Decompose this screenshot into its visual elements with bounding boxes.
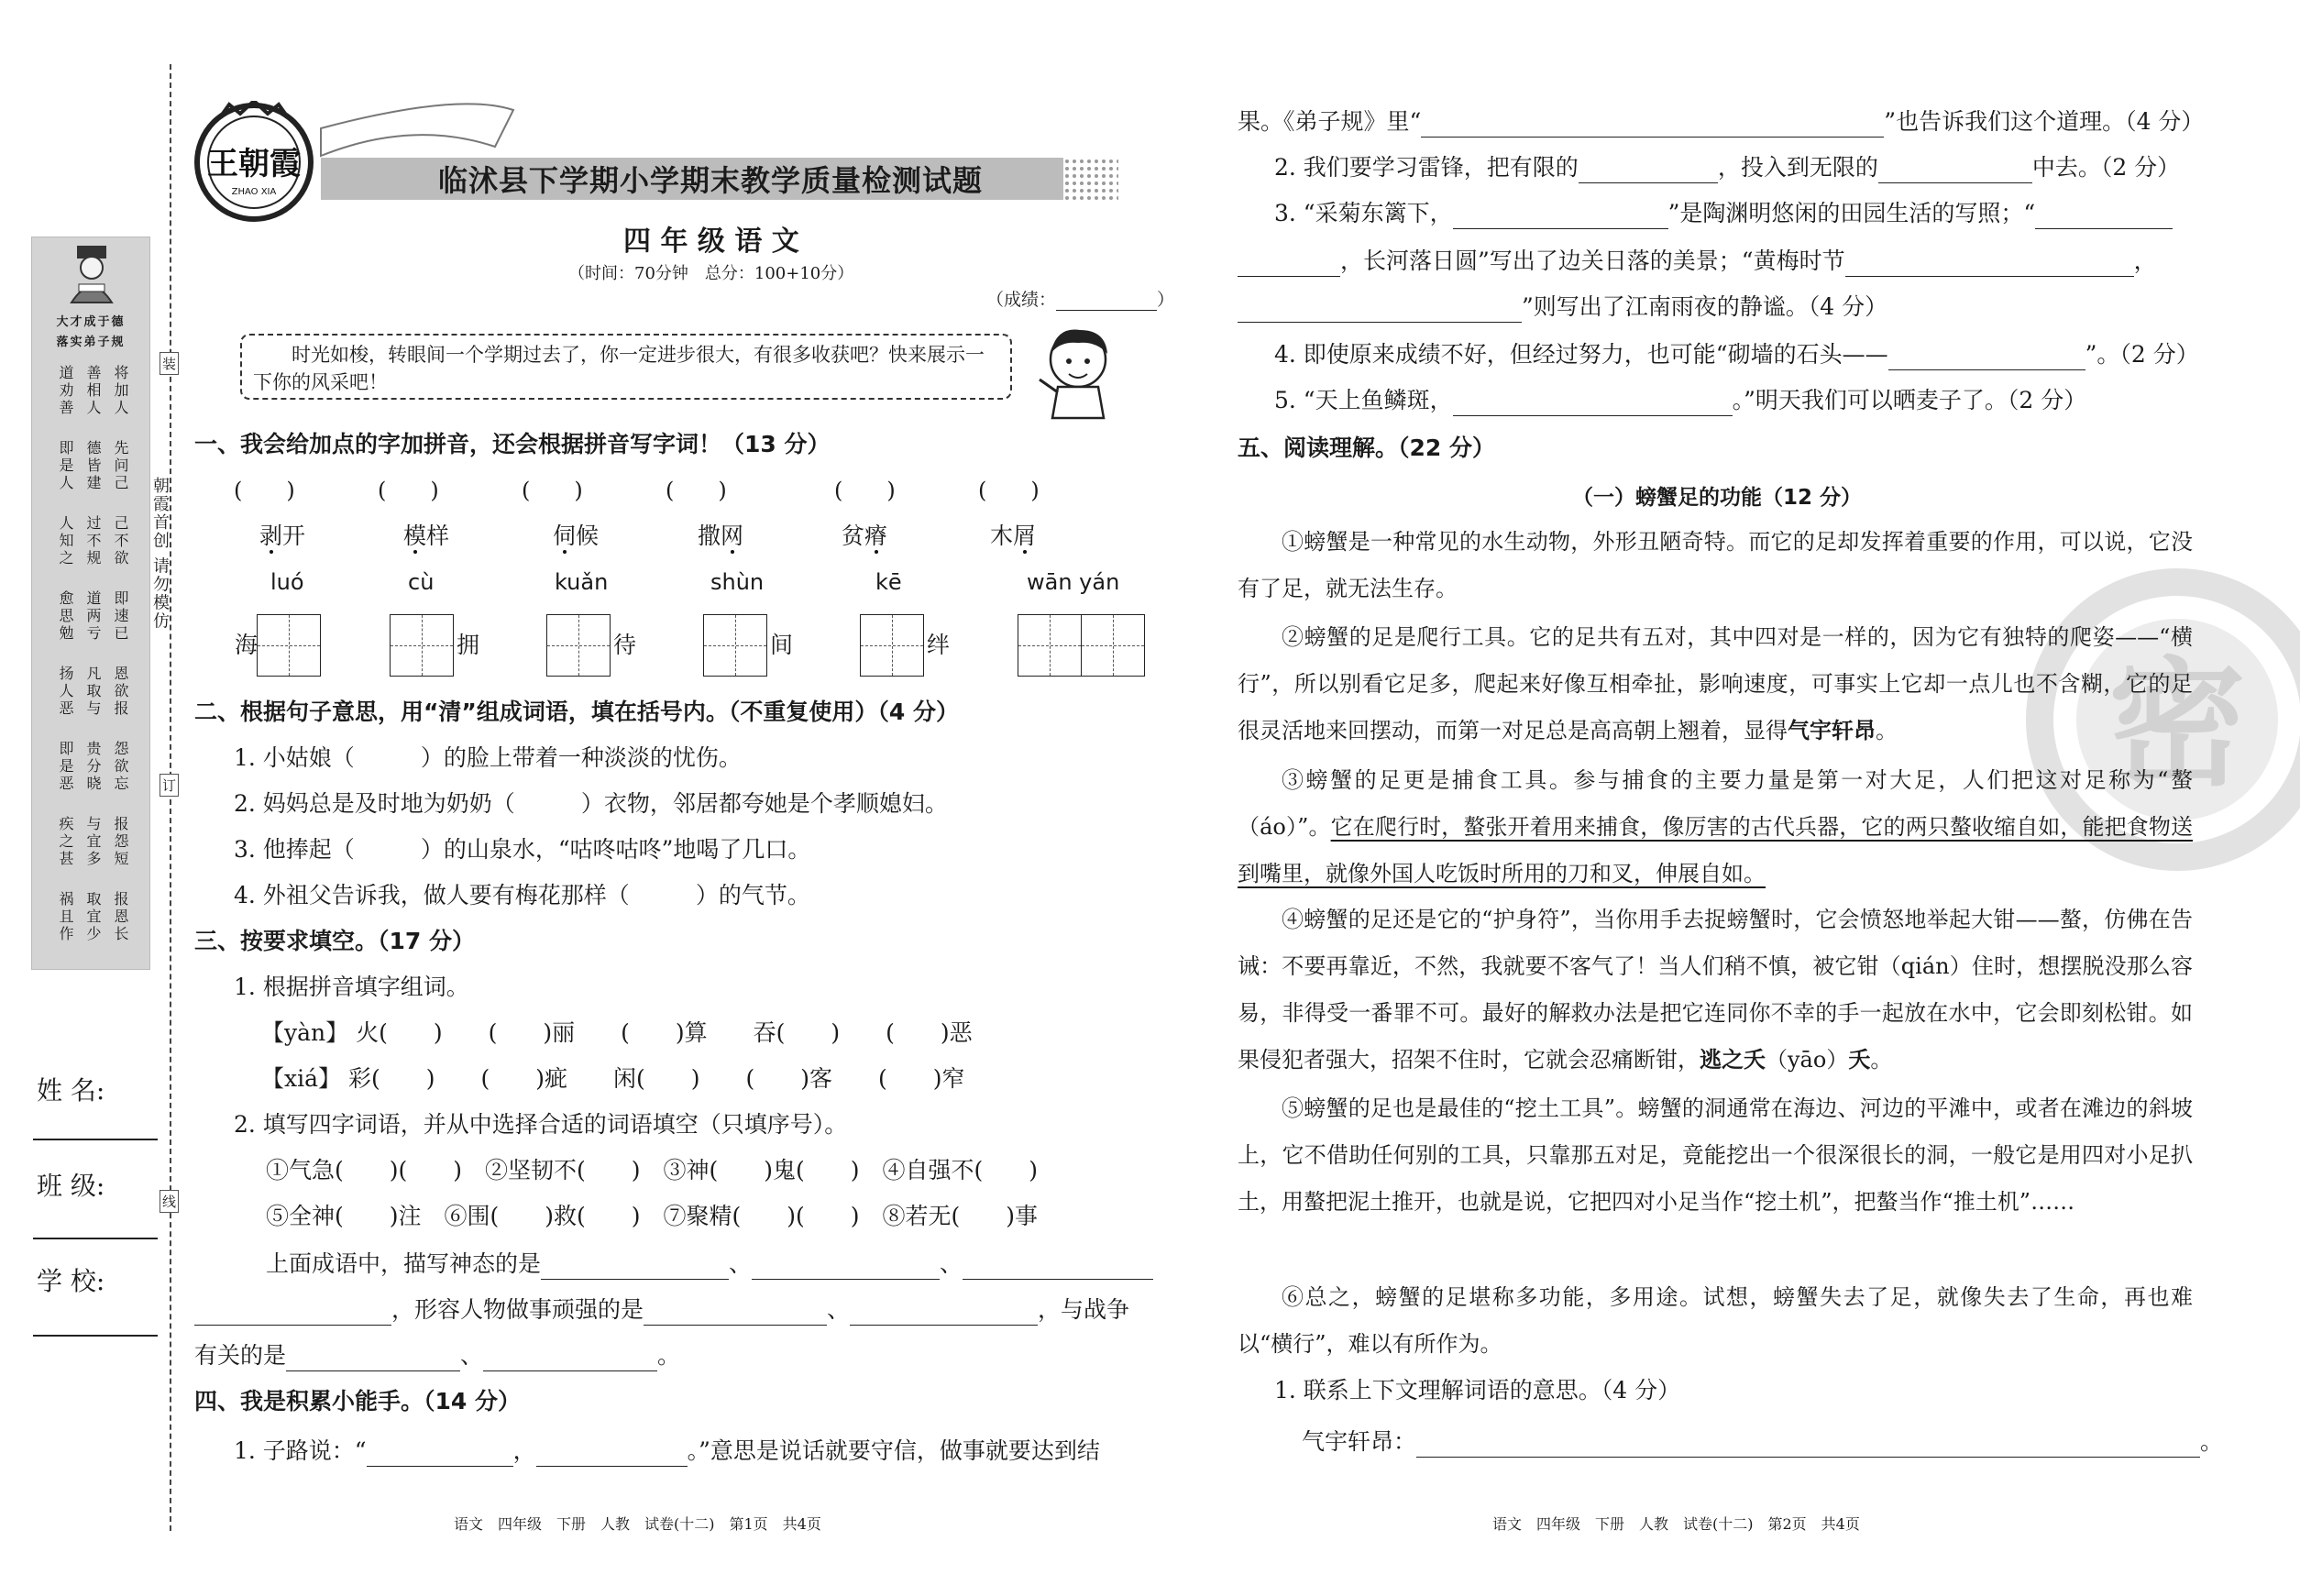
r-line-2 — [1274, 152, 2180, 183]
answer-blank[interactable] — [367, 1443, 513, 1467]
side-quotes — [51, 365, 136, 952]
quote-line: 报怨短 与宜多 疾之甚 — [57, 816, 129, 868]
s3-fill-1 — [266, 1249, 1153, 1280]
answer-blank[interactable] — [536, 1443, 688, 1467]
r-text: ， — [2133, 248, 2157, 274]
svg-text:ZHAO XIA: ZHAO XIA — [231, 187, 277, 197]
pinyin-item: kuǎn — [555, 569, 609, 595]
pinyin-paren[interactable]: ( ) — [834, 478, 896, 503]
s2-text: ）的气节。 — [695, 882, 810, 908]
r-text: 。 — [2200, 1428, 2224, 1455]
paragraph-1: ①螃蟹是一种常见的水生动物，外形丑陋奇特。而它的足却发挥着重要的作用，可以说，它没有了足，就无法生存。 — [1238, 529, 2193, 601]
keyword-yao: 夭 — [1848, 1047, 1871, 1073]
answer-blank[interactable] — [644, 1302, 827, 1326]
word-first: 贫 — [842, 523, 865, 549]
dotted-char: 模 — [403, 523, 427, 549]
intro-box — [240, 334, 1012, 400]
word-first: 木 — [990, 523, 1014, 549]
answer-blank[interactable] — [286, 1348, 460, 1371]
underlined-sentence: 它在爬行时，螯张开着用来捕食，像厉害的古代兵器，它的两只螯收缩自如，能把食物送到嘴里，就像外国人吃饭时所用的刀和叉，伸展自如。 — [1238, 814, 2193, 886]
s4-item-1 — [234, 1436, 1100, 1467]
r-text: 2. 我们要学习雷锋，把有限的 — [1274, 154, 1579, 181]
dotted-char: 屑 — [1013, 523, 1037, 549]
r-text: 3. “采菊东篱下， — [1274, 200, 1453, 226]
s2-item — [234, 788, 948, 820]
s3-sep: 、 — [460, 1342, 484, 1369]
r-text: 。”明天我们可以晒麦子了。（2 分） — [1732, 387, 2087, 413]
dotted-char: 伺 — [553, 523, 577, 549]
quote-line: 怨欲忘 贵分晓 即是恶 — [57, 741, 129, 793]
s2-text: ）的山泉水，“咕咚咕咚”地喝了几口。 — [420, 836, 811, 863]
s2-text: ）衣物，邻居都夸她是个孝顺媳妇。 — [580, 790, 948, 817]
s2-text: 4. 外祖父告诉我，做人要有梅花那样（ — [234, 882, 630, 908]
side-motto-1: 大才成于德 — [56, 315, 126, 329]
idioms-row-2: ⑤全神( )注 ⑥围( )救( ) ⑦聚精( )( ) ⑧若无( )事 — [266, 1203, 1039, 1229]
word-rest: 样 — [426, 523, 450, 549]
dotted-char: 网 — [721, 523, 744, 549]
s3-text: 上面成语中，描写神态的是 — [266, 1250, 542, 1277]
pinyin-item: kē — [875, 569, 902, 595]
r-question-1: 1. 联系上下文理解词语的意思。（4 分） — [1274, 1377, 1681, 1403]
answer-blank[interactable] — [483, 1348, 657, 1371]
word-item — [990, 521, 1036, 552]
r-line-6 — [1274, 339, 2199, 370]
binding-line — [170, 64, 171, 1531]
s3-fill-2 — [194, 1294, 1129, 1326]
r-line-5 — [1238, 292, 1887, 323]
binding-note: 朝霞首创 请勿模仿 — [150, 477, 170, 631]
pinyin-item: cù — [408, 569, 435, 595]
r-line-3 — [1274, 198, 2173, 229]
r-line-4 — [1238, 246, 2157, 277]
writing-box[interactable] — [1081, 614, 1145, 677]
box-suffix: 绊 — [927, 632, 951, 658]
answer-blank[interactable] — [752, 1256, 940, 1280]
s3-text: ，与战争 — [1038, 1296, 1130, 1323]
answer-blank[interactable] — [1845, 253, 2134, 277]
name-field[interactable] — [33, 1139, 158, 1140]
s3-end: 。 — [657, 1342, 681, 1369]
class-field[interactable] — [33, 1238, 158, 1239]
brand-seal — [193, 101, 315, 224]
answer-blank[interactable] — [1579, 160, 1718, 183]
quote-line: 己不欲 过不规 人知之 — [57, 515, 129, 567]
keyword-qiyuxuanang: 气宇轩昂 — [1788, 718, 1876, 743]
pinyin-paren[interactable]: ( ) — [666, 478, 727, 503]
pinyin-paren[interactable]: ( ) — [234, 478, 295, 503]
exam-title: 临沭县下学期小学期末教学质量检测试题 — [438, 163, 984, 198]
paragraph-2 — [1238, 614, 2193, 754]
s3-sep: 、 — [729, 1250, 753, 1277]
p2-text: ②螃蟹的足是爬行工具。它的足共有五对，其中四对是一样的，因为它有独特的爬姿——“横行”，所以别看它足多，爬起来好像互相牵扯，影响速度，可事实上它却一点儿也不含糊，它的足很灵活地来回摆动，而第一对足总是高高朝上翘着，显得 — [1238, 624, 2193, 743]
s2-text: 2. 妈妈总是及时地为奶奶（ — [234, 790, 515, 817]
quote-line: 恩欲报 凡取与 扬人恶 — [57, 666, 129, 718]
dotted-char: 瘠 — [864, 523, 888, 549]
pinyin-item: luó — [270, 569, 304, 595]
answer-blank[interactable] — [1238, 299, 1522, 323]
section-3-heading: 三、按要求填空。（17 分） — [194, 928, 475, 954]
s3-sep: 、 — [827, 1296, 851, 1323]
s2-text: ）的脸上带着一种淡淡的忧伤。 — [420, 744, 742, 771]
quote-line: 报恩长 取宜少 祸且作 — [57, 891, 129, 943]
writing-box[interactable] — [390, 614, 454, 677]
s3-fill-3 — [194, 1340, 680, 1371]
subject-title: 四 年 级 语 文 — [623, 226, 799, 258]
writing-box[interactable] — [546, 614, 611, 677]
idioms-row-1: ①气急( )( ) ②坚韧不( ) ③神( )鬼( ) ④自强不( ) — [266, 1157, 1039, 1183]
word-item — [698, 521, 743, 552]
svg-text:王朝霞: 王朝霞 — [207, 146, 301, 182]
r-text: ”是陶渊明悠闲的田园生活的写照；“ — [1667, 200, 2036, 226]
binding-mark-3: 线 — [160, 1190, 179, 1213]
yan-row: 【yàn】 火( ) ( )丽 ( )算 吞( ) ( )恶 — [261, 1019, 973, 1046]
p4-text: ④螃蟹的足还是它的“护身符”，当你用手去捉螃蟹时，它会愤怒地举起大钳——螯，仿佛在告诫：不要再靠近，不然，我就要不客气了！当人们稍不慎，被它钳（qián）住时，想摆脱没那么容易，非得受一番罪不可。最好的解救办法是把它连同你不幸的手一起放在水中，它会即刻松钳。如果侵犯者强大，招架不住时，它就会忍痛断钳， — [1238, 907, 2193, 1073]
name-label: 姓 名: — [37, 1075, 105, 1106]
writing-box[interactable] — [860, 614, 924, 677]
r-text: 中去。（2 分） — [2031, 154, 2181, 181]
box-prefix: 海 — [235, 632, 259, 658]
pinyin-paren[interactable]: ( ) — [378, 478, 439, 503]
word-item — [553, 521, 599, 552]
word-item — [259, 521, 305, 552]
r-text: 气宇轩昂： — [1302, 1428, 1417, 1455]
footer-right: 语文 四年级 下册 人教 试卷(十二) 第2页 共4页 — [1492, 1515, 1860, 1533]
binding-mark-2: 订 — [160, 774, 179, 797]
r-text: ，投入到无限的 — [1717, 154, 1878, 181]
r-text: 5. “天上鱼鳞斑， — [1274, 387, 1453, 413]
r-text: ，长河落日圆”写出了边关日落的美景；“黄梅时节 — [1340, 248, 1845, 274]
writing-box[interactable] — [703, 614, 767, 677]
r-text: 果。《弟子规》里“ — [1238, 108, 1422, 135]
answer-blank[interactable] — [1453, 392, 1733, 416]
pinyin-paren[interactable]: ( ) — [978, 478, 1040, 503]
pinyin-item: wān yán — [1027, 569, 1120, 595]
answer-blank[interactable] — [194, 1302, 391, 1326]
class-label: 班 级: — [37, 1171, 105, 1201]
writing-box[interactable] — [1018, 614, 1082, 677]
section-1-heading: 一、我会给加点的字加拼音，还会根据拼音写字词！（13 分） — [194, 431, 831, 457]
school-label: 学 校: — [37, 1266, 105, 1296]
pinyin-paren[interactable]: ( ) — [522, 478, 583, 503]
quote-line: 即速已 道两亏 愈思勉 — [57, 590, 129, 643]
p4-text: 。 — [1870, 1047, 1893, 1073]
cartoon-boy — [1032, 323, 1124, 420]
keyword-taozhiyaoyao: 逃之夭 — [1700, 1047, 1766, 1073]
exam-meta: （时间：70分钟 总分：100+10分） — [568, 264, 854, 283]
answer-blank[interactable] — [963, 1256, 1153, 1280]
answer-blank[interactable] — [850, 1302, 1038, 1326]
scholar-figure — [59, 244, 125, 304]
r-text: ”。（2 分） — [2085, 341, 2199, 368]
quote-line: 先问己 德皆建 即是人 — [57, 440, 129, 492]
paragraph-5: ⑤螃蟹的足也是最佳的“挖土工具”。螃蟹的洞通常在海边、河边的平滩中，或者在滩边的斜坡上，它不借助任何别的工具，只靠那五对足，竟能挖出一个很深很长的洞，一般它是用四对小足扒土，用螯把泥土推开，也就是说，它把四对小足当作“挖土机”，把螯当作“推土机”…… — [1238, 1095, 2193, 1215]
s3-text: 有关的是 — [194, 1342, 287, 1369]
answer-blank[interactable] — [1888, 347, 2085, 370]
s4-text: 1. 子路说：“ — [234, 1437, 367, 1464]
quote-line: 将加人 善相人 道劝善 — [57, 365, 129, 417]
s2-text: 1. 小姑娘（ — [234, 744, 355, 771]
school-field[interactable] — [33, 1335, 158, 1337]
p3-text: ③螃蟹的足更是捕食工具。参与捕食的主要力量是第一对大足，人们把这对足称为“螯（áo）”。 — [1238, 767, 2193, 840]
footer-left: 语文 四年级 下册 人教 试卷(十二) 第1页 共4页 — [454, 1515, 821, 1533]
s2-item — [234, 743, 742, 774]
answer-blank[interactable] — [1453, 205, 1668, 229]
r-text: ”也告诉我们这个道理。（4 分） — [1884, 108, 2205, 135]
paragraph-6: ⑥总之，螃蟹的足堪称多功能，多用途。试想，螃蟹失去了足，就像失去了生命，再也难以“横行”，难以有所作为。 — [1238, 1284, 2193, 1357]
writing-box[interactable] — [257, 614, 321, 677]
word-rest: 开 — [282, 523, 306, 549]
answer-blank[interactable] — [1421, 114, 1884, 138]
s3-sub-1: 1. 根据拼音填字组词。 — [234, 974, 469, 1000]
word-item — [403, 521, 449, 552]
article-title: （一）螃蟹足的功能（12 分） — [1572, 486, 1863, 510]
s2-item — [234, 834, 810, 865]
word-item — [842, 521, 887, 552]
box-suffix: 待 — [613, 632, 637, 658]
intro-text: 时光如梭，转眼间一个学期过去了，你一定进步很大，有很多收获吧？快来展示一下你的风采吧！ — [253, 344, 985, 393]
word-first: 撒 — [698, 523, 721, 549]
s3-text: ，形容人物做事顽强的是 — [391, 1296, 644, 1323]
answer-blank[interactable] — [2035, 205, 2173, 229]
s4-text: 。”意思是说话就要守信，做事就要达到结 — [687, 1437, 1100, 1464]
r-question-1-answer — [1302, 1426, 2223, 1458]
side-motto-2: 落实弟子规 — [56, 336, 126, 349]
xia-row: 【xiá】 彩( ) ( )疵 闲( ) ( )客 ( )窄 — [261, 1065, 965, 1092]
section-5-heading: 五、阅读理解。（22 分） — [1238, 435, 1495, 461]
score-field[interactable] — [986, 286, 1174, 311]
r-text: ”则写出了江南雨夜的静谧。（4 分） — [1522, 293, 1888, 320]
section-4-heading: 四、我是积累小能手。（14 分） — [194, 1388, 521, 1414]
answer-blank[interactable] — [1416, 1434, 2200, 1458]
s4-text: ， — [512, 1437, 536, 1464]
s2-text: 3. 他捧起（ — [234, 836, 355, 863]
section-2-heading: 二、根据句子意思，用“清”组成词语，填在括号内。（不重复使用）（4 分） — [194, 699, 959, 725]
pinyin-item: shùn — [710, 569, 765, 595]
word-rest: 候 — [576, 523, 600, 549]
s3-sub-2: 2. 填写四字词语，并从中选择合适的词语填空（只填序号）。 — [234, 1111, 848, 1138]
watermark-text: 密 — [2108, 644, 2247, 805]
box-suffix: 间 — [770, 632, 794, 658]
score-end: ） — [1157, 290, 1175, 310]
score-label: （成绩： — [986, 290, 1057, 310]
paragraph-4 — [1238, 897, 2193, 1084]
s2-item — [234, 880, 810, 911]
dotted-char: 剥 — [259, 523, 283, 549]
binding-mark-1: 装 — [160, 352, 179, 375]
p4-pinyin: （yāo） — [1766, 1047, 1849, 1073]
paragraph-3 — [1238, 757, 2193, 897]
r-line-1 — [1238, 106, 2204, 138]
r-line-7 — [1274, 385, 2086, 416]
r-text: 4. 即使原来成绩不好，但经过努力，也可能“砌墙的石头—— — [1274, 341, 1888, 368]
answer-blank[interactable] — [541, 1256, 729, 1280]
answer-blank[interactable] — [1878, 160, 2032, 183]
p2-text: 。 — [1876, 718, 1898, 743]
box-suffix: 拥 — [457, 632, 480, 658]
s3-sep: 、 — [940, 1250, 963, 1277]
answer-blank[interactable] — [1238, 253, 1340, 277]
